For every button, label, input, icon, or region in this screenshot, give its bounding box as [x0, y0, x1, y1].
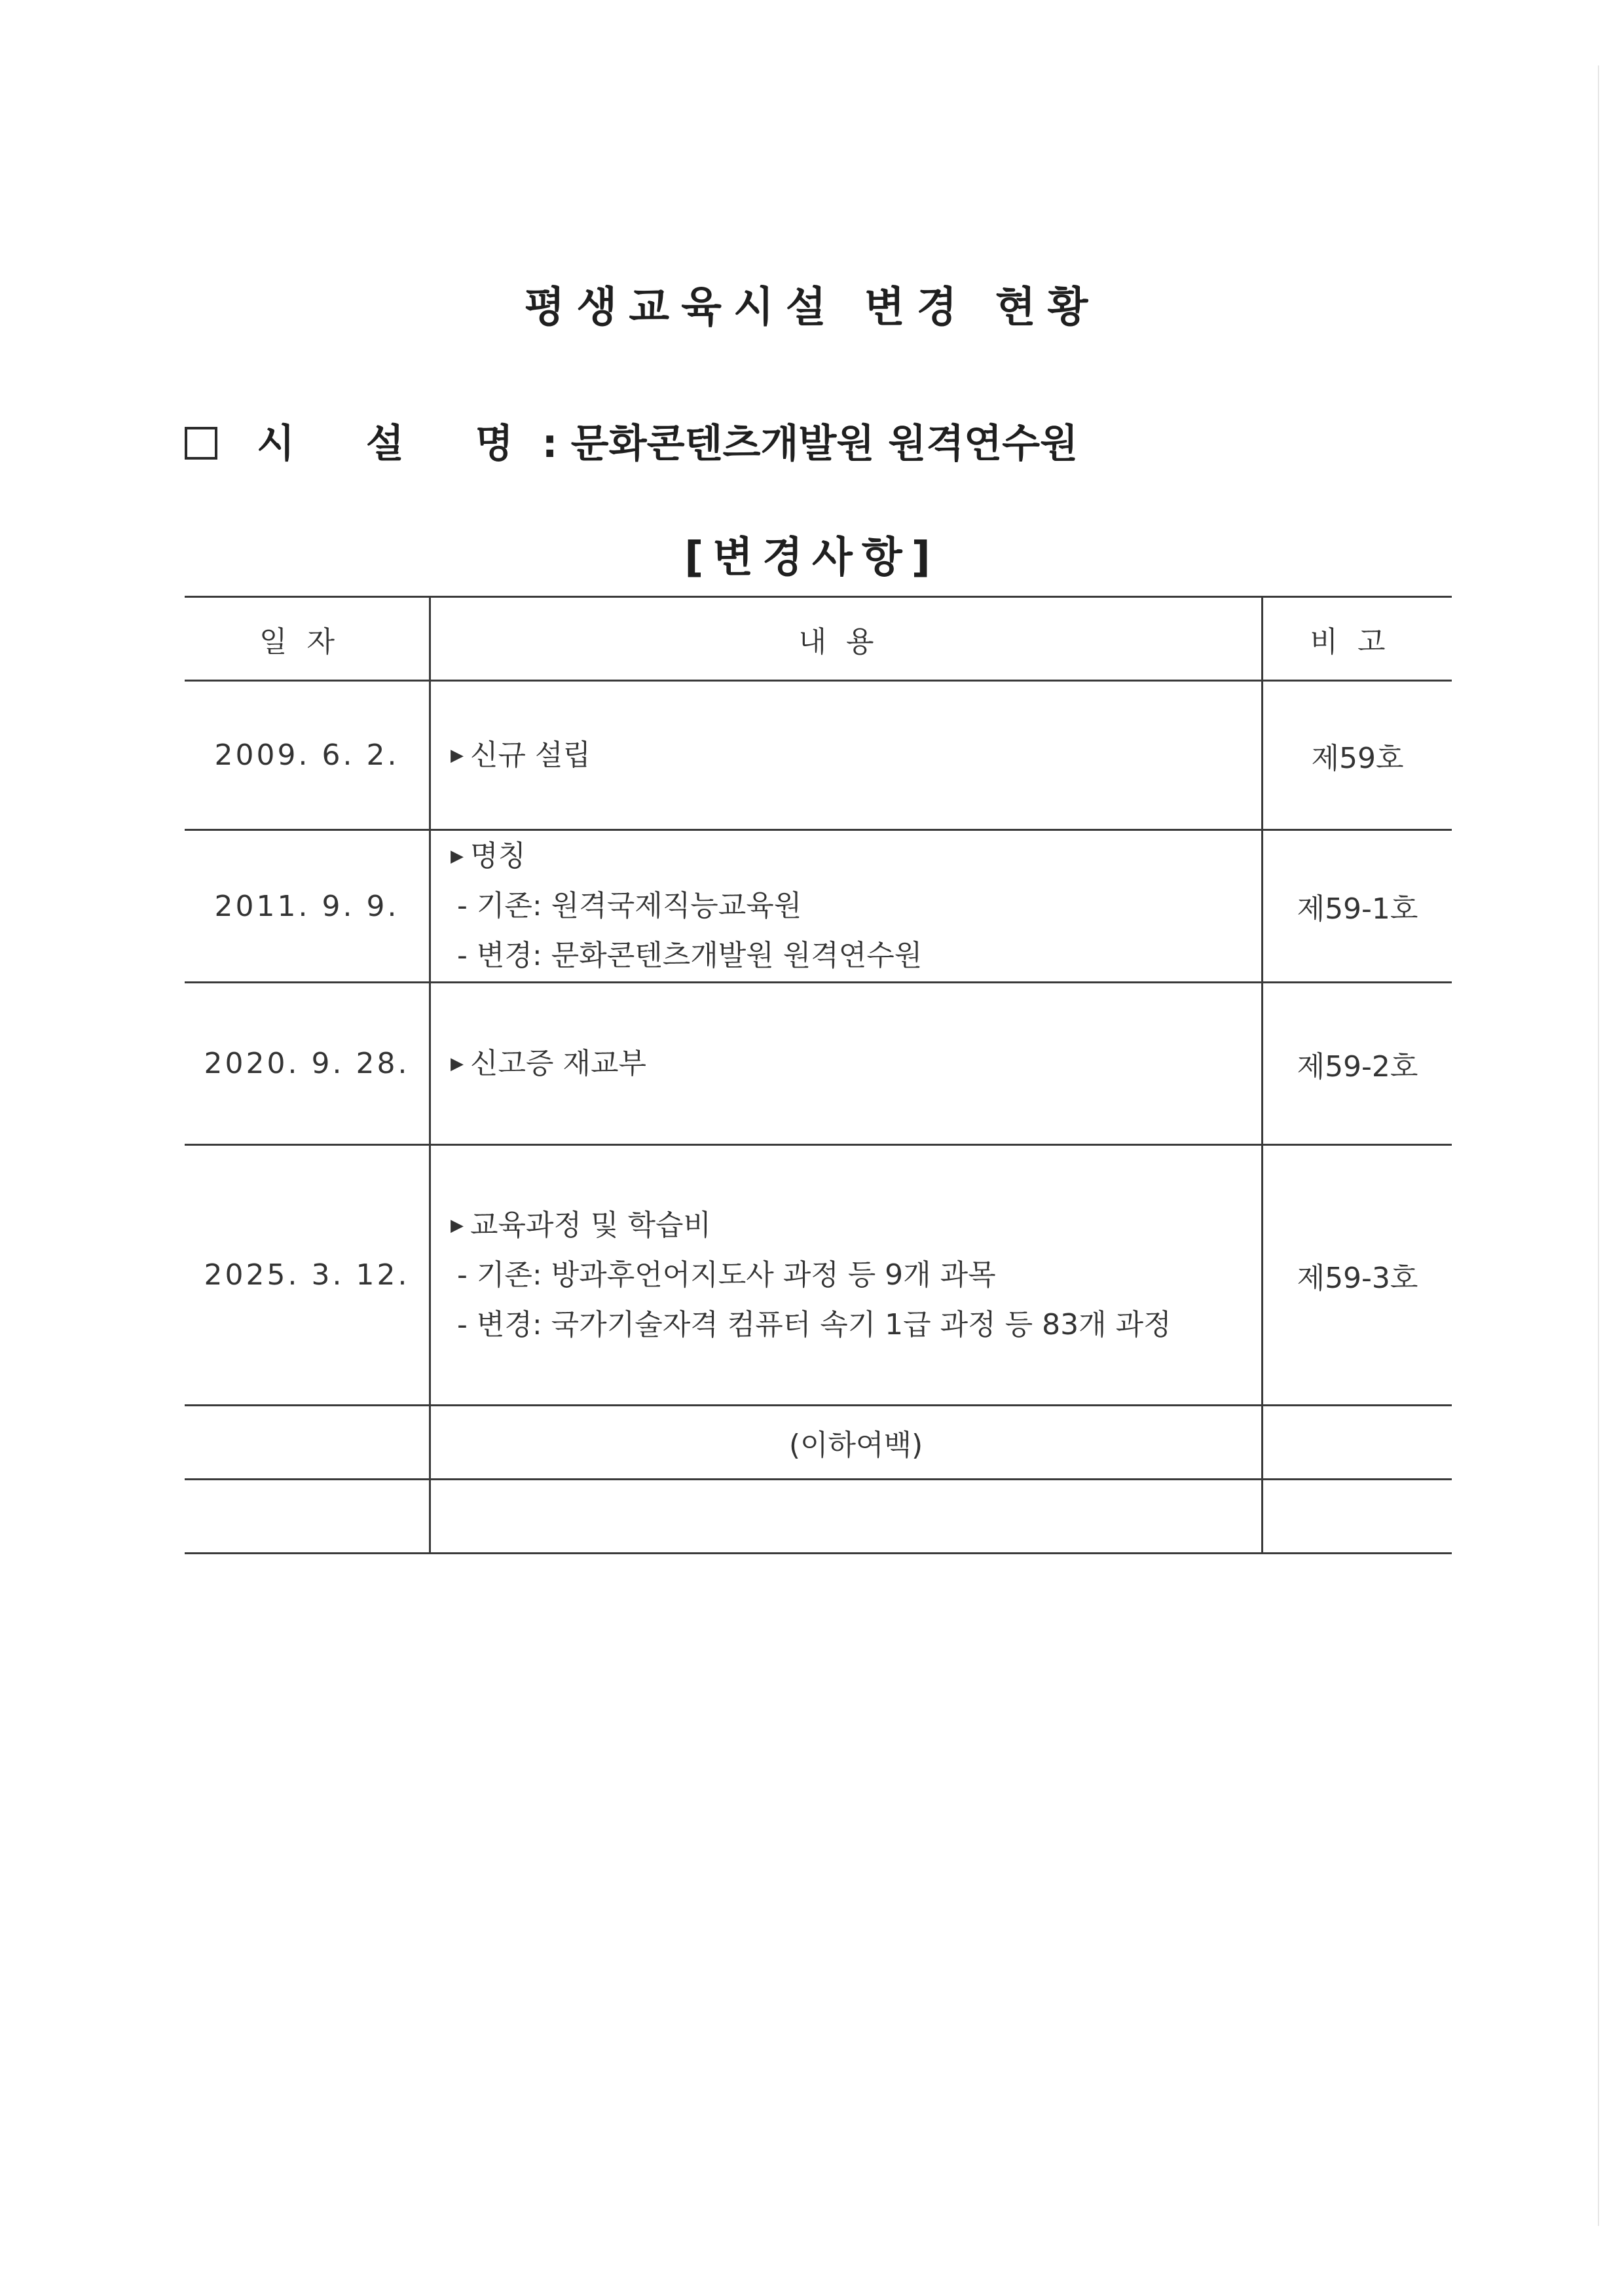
- row-note: 제59호: [1263, 681, 1452, 830]
- page-edge: [1598, 65, 1599, 2226]
- table-row: [185, 830, 1452, 983]
- content-line: - 기존: 방과후언어지도사 과정 등 9개 과목: [457, 1258, 996, 1292]
- facility-line: [185, 412, 1078, 469]
- section-title: [변경사항]: [684, 534, 940, 582]
- closing-note: (이하여백): [430, 1406, 1263, 1480]
- header-note: 비고: [1263, 597, 1452, 681]
- row-note: 제59-2호: [1263, 983, 1452, 1145]
- table-header-row: [185, 597, 1452, 681]
- row-content: [430, 983, 1263, 1145]
- content-text: 신고증 재교부: [470, 1046, 647, 1080]
- triangle-bullet-icon: ▶: [451, 745, 464, 765]
- triangle-bullet-icon: ▶: [451, 1215, 464, 1235]
- table-row: [185, 681, 1452, 830]
- row-content: [430, 1145, 1263, 1406]
- row-note-empty: [1263, 1406, 1452, 1480]
- document-title: 평생교육시설 변경 현황: [524, 283, 1100, 332]
- triangle-bullet-icon: ▶: [451, 1053, 464, 1074]
- content-line: - 변경: 국가기술자격 컴퓨터 속기 1급 과정 등 83개 과정: [457, 1307, 1172, 1341]
- row-content: [430, 681, 1263, 830]
- row-date: 2011. 9. 9.: [185, 830, 430, 983]
- facility-name: 문화콘텐츠개발원 원격연수원: [570, 421, 1079, 467]
- triangle-bullet-icon: ▶: [451, 847, 464, 866]
- content-line: [451, 731, 1261, 780]
- row-date-empty: [185, 1480, 430, 1554]
- table-row: [185, 1406, 1452, 1480]
- table-row: [185, 1145, 1452, 1406]
- row-content: [430, 830, 1263, 983]
- changes-table: [185, 596, 1452, 1554]
- row-note: 제59-1호: [1263, 830, 1452, 983]
- row-note: 제59-3호: [1263, 1145, 1452, 1406]
- row-date-empty: [185, 1406, 430, 1480]
- table-row: [185, 1480, 1452, 1554]
- content-text: 교육과정 및 학습비: [470, 1208, 712, 1242]
- table-row: [185, 983, 1452, 1145]
- content-line: [451, 1039, 1261, 1089]
- row-content-empty: [430, 1480, 1263, 1554]
- row-date: 2020. 9. 28.: [185, 983, 430, 1145]
- header-content: 내용: [430, 597, 1263, 681]
- row-date: 2009. 6. 2.: [185, 681, 430, 830]
- row-date: 2025. 3. 12.: [185, 1145, 430, 1406]
- content-line: [451, 1201, 1261, 1250]
- header-date: 일자: [185, 597, 430, 681]
- row-note-empty: [1263, 1480, 1452, 1554]
- content-line: - 변경: 문화콘텐츠개발원 원격연수원: [457, 939, 923, 972]
- content-text: 명칭: [470, 839, 526, 873]
- facility-label: 시 설 명: [257, 421, 542, 467]
- content-text: 신규 설립: [470, 738, 591, 772]
- content-line: [451, 831, 1261, 881]
- facility-colon: :: [542, 421, 558, 467]
- content-line: - 기존: 원격국제직능교육원: [457, 889, 802, 922]
- empty-square-icon: [185, 427, 217, 460]
